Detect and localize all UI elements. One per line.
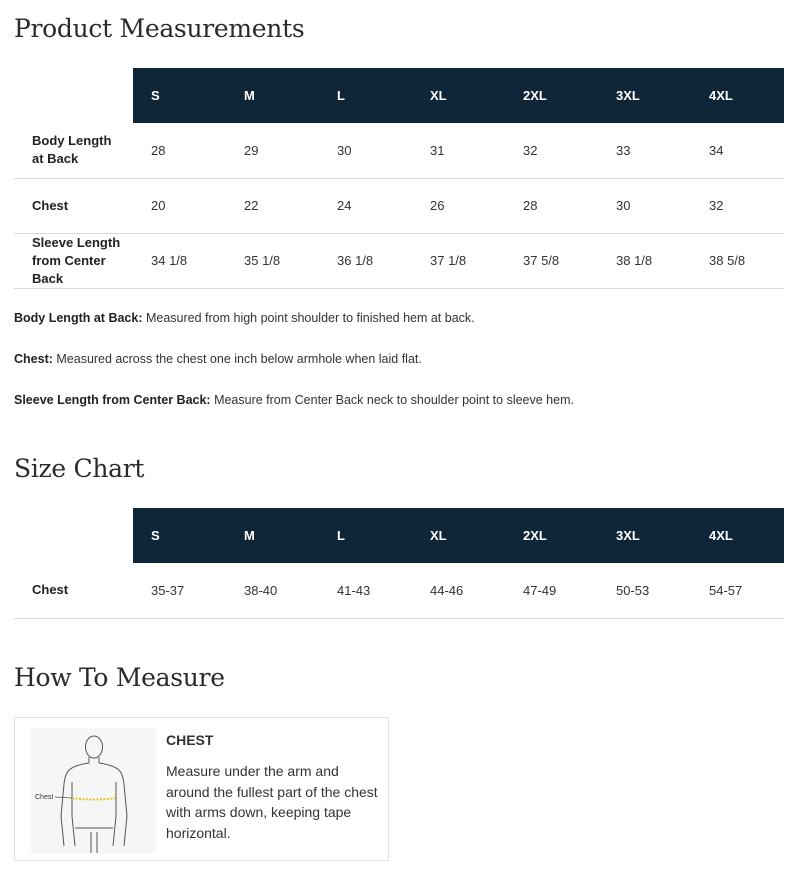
figure-chest-label: Chest: [35, 794, 54, 801]
table-cell: 30: [598, 178, 691, 233]
table-cell: 28: [133, 123, 226, 178]
table-cell: 24: [319, 178, 412, 233]
table-cell: 34: [691, 123, 784, 178]
measurement-notes: [14, 308, 574, 431]
how-to-measure-title: How To Measure: [14, 663, 225, 692]
table-cell: 26: [412, 178, 505, 233]
product-measurements-title: Product Measurements: [14, 14, 305, 43]
table-cell: 35 1/8: [226, 233, 319, 288]
table-cell: 47-49: [505, 563, 598, 618]
table-cell: 30: [319, 123, 412, 178]
table-cell: 36 1/8: [319, 233, 412, 288]
note-text: Measure from Center Back neck to shoulder point to sleeve hem.: [210, 393, 574, 407]
row-label: Sleeve Length from Center Back: [14, 233, 133, 288]
table-cell: 20: [133, 178, 226, 233]
size-header: XL: [412, 508, 505, 563]
table-row: [14, 123, 784, 178]
note-term: Sleeve Length from Center Back:: [14, 393, 211, 407]
size-header: 4XL: [691, 68, 784, 123]
note-text: Measured across the chest one inch below armhole when laid flat.: [52, 352, 422, 366]
table-cell: 38-40: [226, 563, 319, 618]
size-chart-table: [14, 508, 784, 619]
table-header-row: [14, 508, 784, 563]
size-header: L: [319, 68, 412, 123]
header-corner: [14, 508, 133, 563]
size-header: M: [226, 68, 319, 123]
table-cell: 38 1/8: [598, 233, 691, 288]
table-row: [14, 233, 784, 288]
table-cell: 38 5/8: [691, 233, 784, 288]
size-header: S: [133, 68, 226, 123]
header-corner: [14, 68, 133, 123]
size-header: 2XL: [505, 68, 598, 123]
size-header: S: [133, 508, 226, 563]
measure-heading: CHEST: [166, 732, 214, 748]
note-chest: [14, 349, 574, 390]
table-row: [14, 563, 784, 618]
row-label: Chest: [14, 563, 133, 618]
note-term: Chest:: [14, 352, 53, 366]
size-header: 4XL: [691, 508, 784, 563]
table-cell: 41-43: [319, 563, 412, 618]
measure-description: Measure under the arm and around the fullest part of the chest with arms down, keeping tape horizontal.: [166, 763, 378, 841]
size-header: M: [226, 508, 319, 563]
table-cell: 35-37: [133, 563, 226, 618]
table-cell: 37 1/8: [412, 233, 505, 288]
table-cell: 44-46: [412, 563, 505, 618]
table-cell: 54-57: [691, 563, 784, 618]
size-header: 3XL: [598, 68, 691, 123]
table-cell: 32: [505, 123, 598, 178]
size-header: XL: [412, 68, 505, 123]
table-header-row: [14, 68, 784, 123]
table-cell: 34 1/8: [133, 233, 226, 288]
size-header: L: [319, 508, 412, 563]
row-label: Chest: [14, 178, 133, 233]
row-label: Body Length at Back: [14, 123, 133, 178]
measure-card-chest: [14, 717, 389, 861]
table-row: [14, 178, 784, 233]
table-cell: 22: [226, 178, 319, 233]
table-cell: 28: [505, 178, 598, 233]
table-cell: 31: [412, 123, 505, 178]
table-cell: 50-53: [598, 563, 691, 618]
size-header: 2XL: [505, 508, 598, 563]
table-cell: 37 5/8: [505, 233, 598, 288]
table-cell: 29: [226, 123, 319, 178]
table-cell: 32: [691, 178, 784, 233]
note-term: Body Length at Back:: [14, 311, 143, 325]
note-sleeve-length: [14, 390, 574, 431]
note-body-length: [14, 308, 574, 349]
table-cell: 33: [598, 123, 691, 178]
size-chart-title: Size Chart: [14, 454, 145, 483]
body-outline-icon: [31, 728, 156, 853]
product-measurements-table: [14, 68, 784, 289]
note-text: Measured from high point shoulder to finished hem at back.: [142, 311, 475, 325]
size-header: 3XL: [598, 508, 691, 563]
